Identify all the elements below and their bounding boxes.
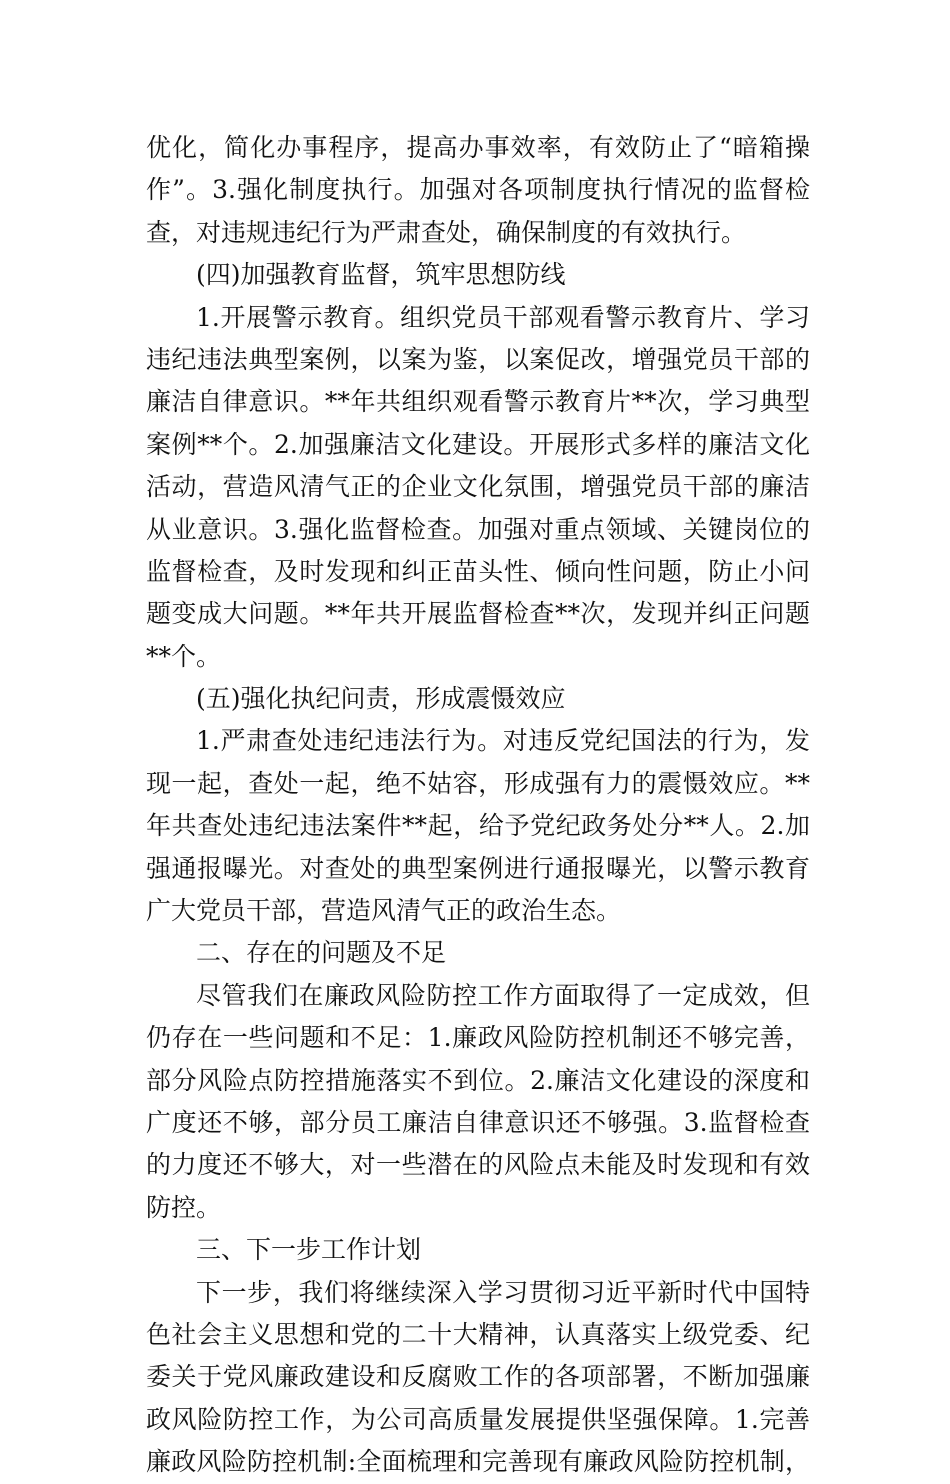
body-line: 现一起，查处一起，绝不姑容，形成强有力的震慑效应。**	[146, 768, 810, 798]
subsection-heading-4: (四)加强教育监督，筑牢思想防线	[196, 260, 566, 290]
body-line: 案例**个。2.加强廉洁文化建设。开展形式多样的廉洁文化	[146, 429, 810, 459]
section-heading-3: 三、下一步工作计划	[196, 1235, 422, 1265]
body-line: 廉政风险防控机制:全面梳理和完善现有廉政风险防控机制，	[146, 1447, 810, 1477]
body-line: 活动，营造风清气正的企业文化氛围，增强党员干部的廉洁	[146, 472, 810, 502]
body-line: 查，对违规违纪行为严肃查处，确保制度的有效执行。	[146, 217, 747, 247]
body-line: 1.严肃查处违纪违法行为。对违反党纪国法的行为，发	[196, 726, 810, 756]
body-line: 广大党员干部，营造风清气正的政治生态。	[146, 896, 622, 926]
body-line: 防控。	[146, 1192, 222, 1222]
body-line: 广度还不够，部分员工廉洁自律意识还不够强。3.监督检查	[146, 1107, 810, 1137]
body-line: 题变成大问题。**年共开展监督检查**次，发现并纠正问题	[146, 599, 810, 629]
section-heading-2: 二、存在的问题及不足	[196, 938, 447, 968]
body-line: 尽管我们在廉政风险防控工作方面取得了一定成效，但	[196, 980, 810, 1010]
body-line: 下一步，我们将继续深入学习贯彻习近平新时代中国特	[196, 1277, 810, 1307]
body-line: 强通报曝光。对查处的典型案例进行通报曝光，以警示教育	[146, 853, 810, 883]
body-line: **个。	[146, 641, 222, 671]
body-line: 廉洁自律意识。**年共组织观看警示教育片**次，学习典型	[146, 387, 810, 417]
body-line: 作”。3.强化制度执行。加强对各项制度执行情况的监督检	[146, 175, 810, 205]
body-line: 违纪违法典型案例，以案为鉴，以案促改，增强党员干部的	[146, 344, 810, 374]
body-line: 优化，简化办事程序，提高办事效率，有效防止了“暗箱操	[146, 133, 810, 162]
body-line: 监督检查，及时发现和纠正苗头性、倾向性问题，防止小问	[146, 556, 810, 586]
body-line: 1.开展警示教育。组织党员干部观看警示教育片、学习	[196, 302, 810, 332]
body-line: 色社会主义思想和党的二十大精神，认真落实上级党委、纪	[146, 1319, 810, 1349]
body-line: 年共查处违纪违法案件**起，给予党纪政务处分**人。2.加	[146, 811, 810, 841]
document-body	[146, 127, 810, 1484]
body-line: 的力度还不够大，对一些潜在的风险点未能及时发现和有效	[146, 1150, 810, 1180]
body-line: 仍存在一些问题和不足：1.廉政风险防控机制还不够完善，	[146, 1023, 810, 1053]
subsection-heading-5: (五)强化执纪问责，形成震慑效应	[196, 684, 566, 714]
body-line: 政风险防控工作，为公司高质量发展提供坚强保障。1.完善	[146, 1404, 810, 1434]
body-line: 委关于党风廉政建设和反腐败工作的各项部署，不断加强廉	[146, 1362, 810, 1392]
body-line: 从业意识。3.强化监督检查。加强对重点领域、关键岗位的	[146, 514, 810, 544]
body-line: 部分风险点防控措施落实不到位。2.廉洁文化建设的深度和	[146, 1065, 810, 1095]
